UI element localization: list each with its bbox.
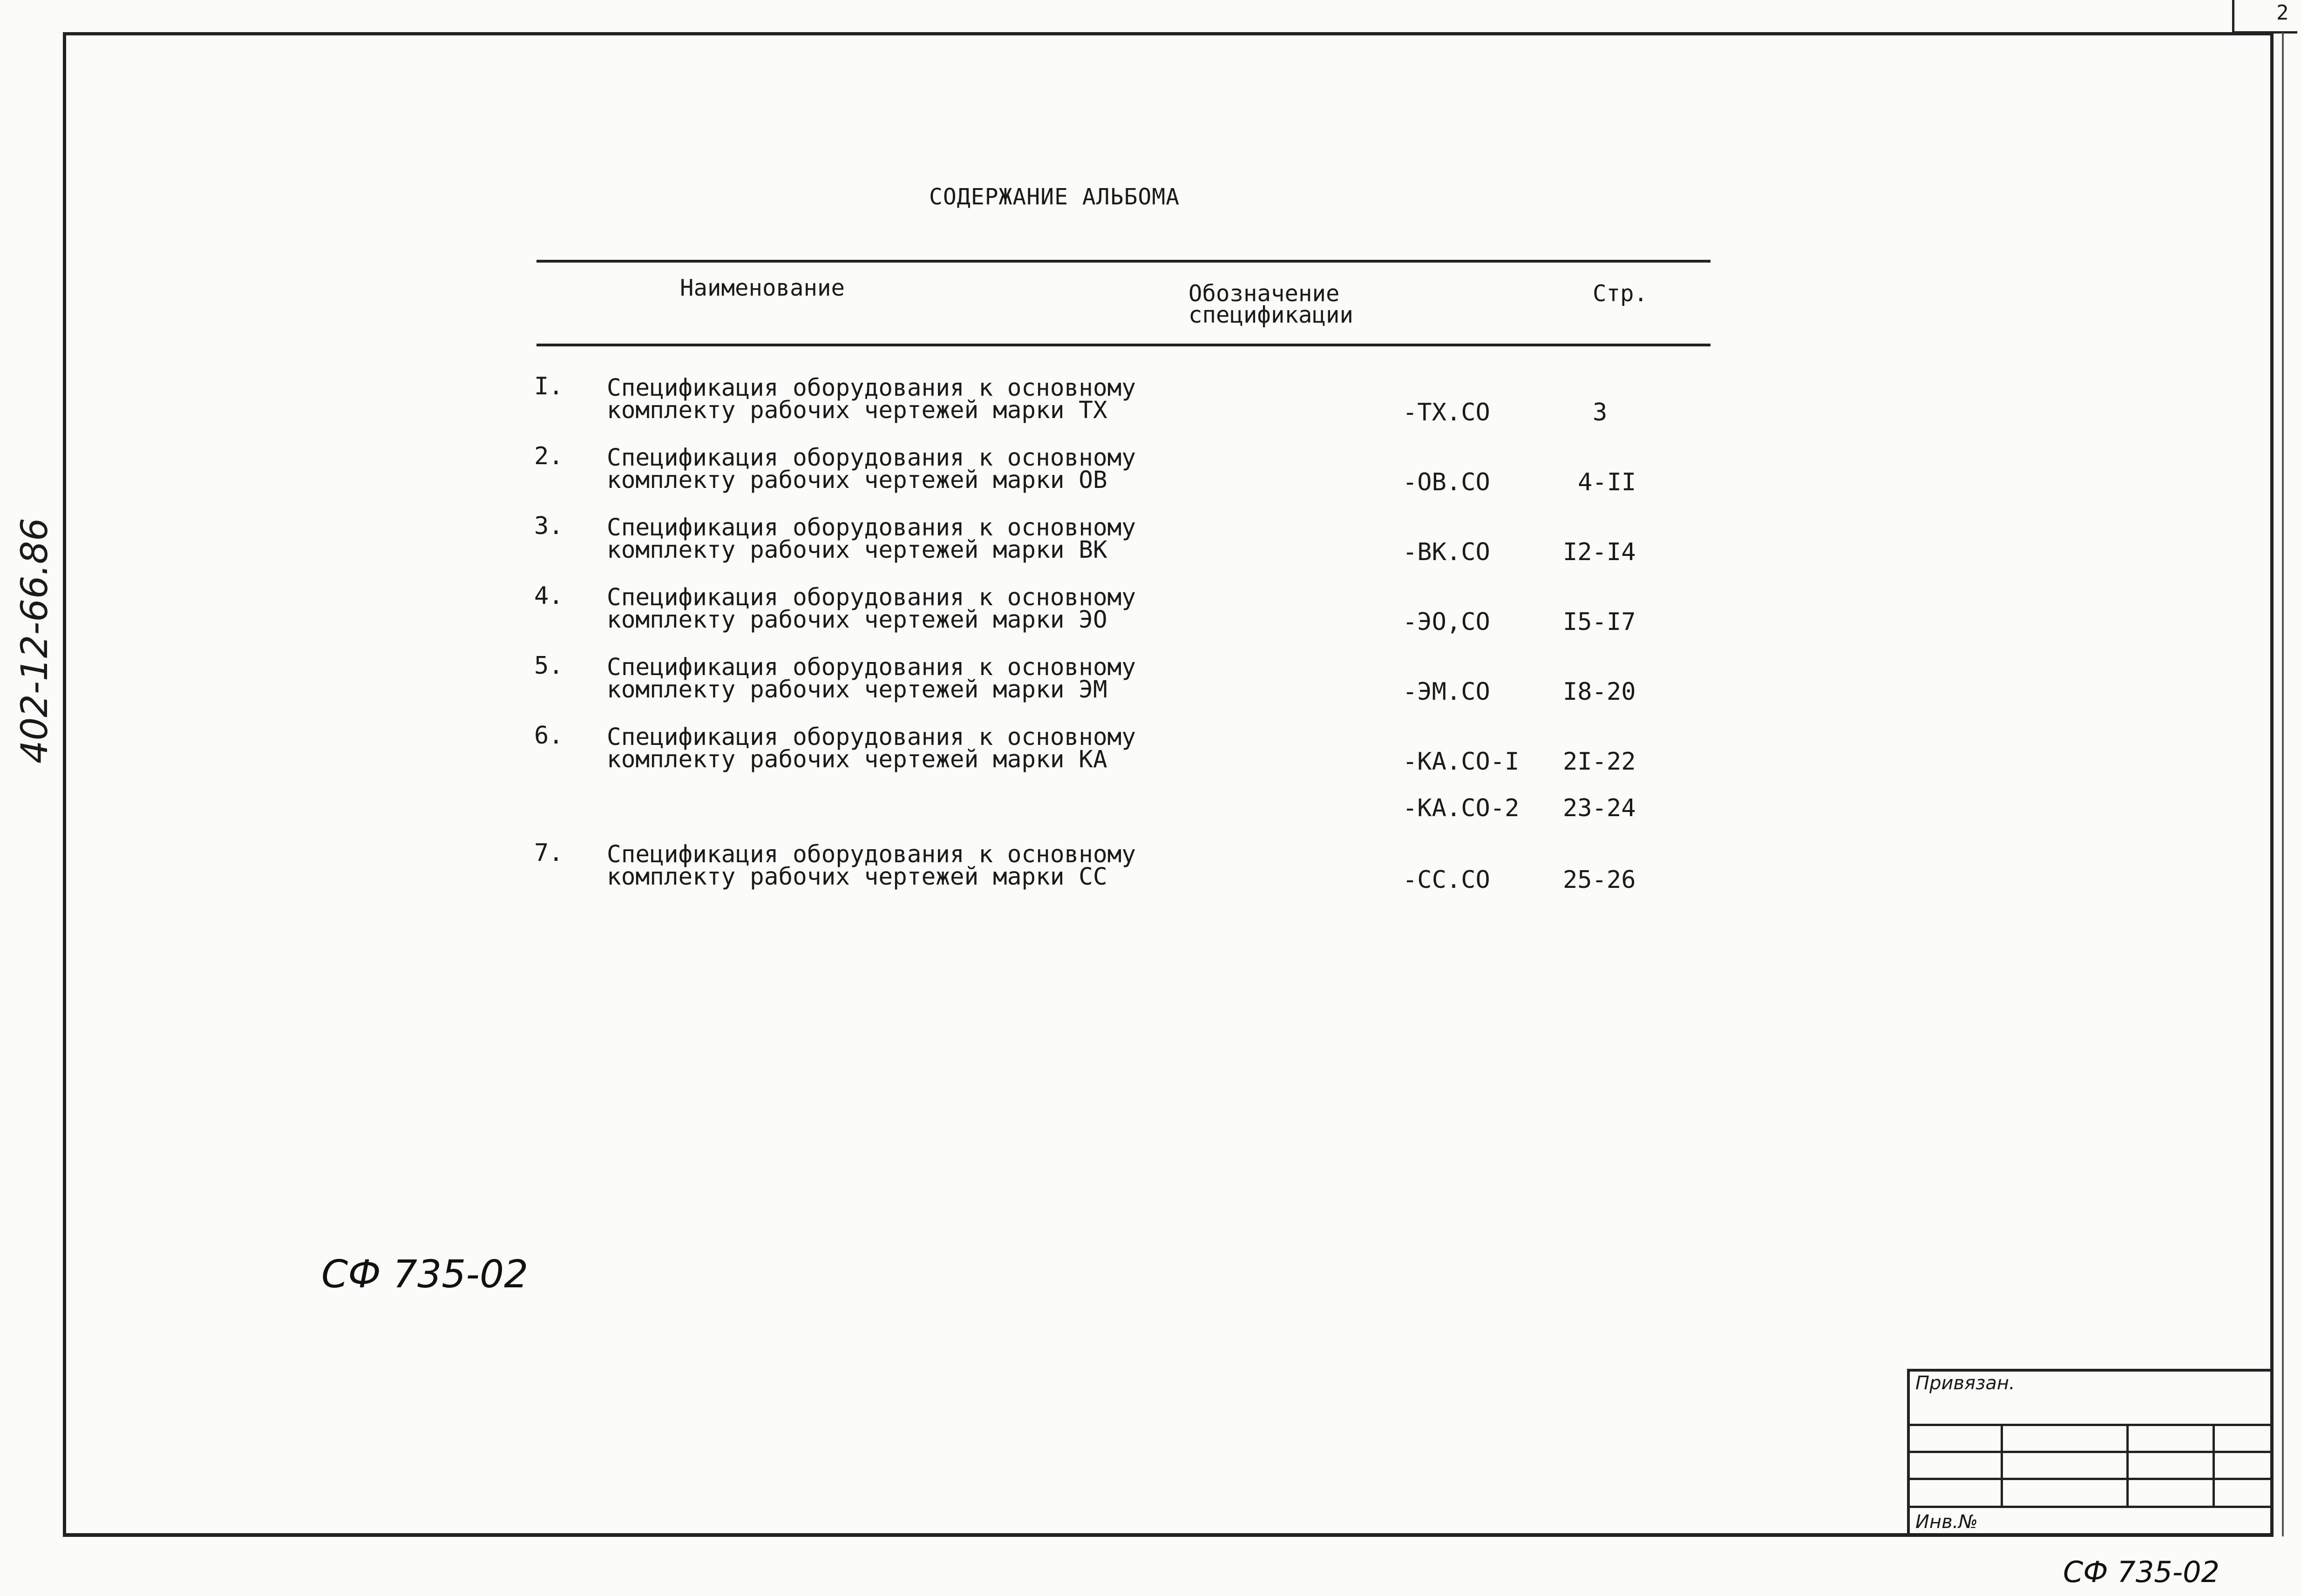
header-page: Стр. bbox=[1593, 280, 1648, 307]
side-inventory-mark: 402-12-66.86 bbox=[14, 518, 56, 764]
row-page: 2I-22 bbox=[1563, 748, 1636, 776]
row-name-line1: Спецификация оборудования к основному bbox=[607, 514, 1136, 541]
header-designation-2: спецификации bbox=[1188, 302, 1354, 328]
row-page: I5-I7 bbox=[1563, 608, 1636, 636]
header-designation-1: Обозначение bbox=[1188, 280, 1340, 307]
row-code: -ТХ.СО bbox=[1403, 399, 1490, 426]
handwritten-code: СФ 735-02 bbox=[321, 1252, 529, 1297]
row-page: 3 bbox=[1593, 399, 1608, 426]
row-name-line1: Спецификация оборудования к основному bbox=[607, 841, 1136, 868]
row-code: -КА.СО-2 bbox=[1403, 794, 1520, 822]
row-number: 5. bbox=[534, 652, 563, 680]
page-title: СОДЕРЖАНИЕ АЛЬБОМА bbox=[929, 184, 1180, 210]
row-number: 2. bbox=[534, 442, 563, 470]
row-code: -ВК.СО bbox=[1403, 538, 1490, 566]
row-code: -ОВ.СО bbox=[1403, 468, 1490, 496]
stamp-col-line bbox=[2126, 1424, 2129, 1506]
row-page: 4-II bbox=[1578, 468, 1636, 496]
stamp-attached-label: Привязан. bbox=[1915, 1373, 2015, 1394]
table-header-rule bbox=[536, 344, 1710, 346]
table-top-rule bbox=[536, 260, 1710, 263]
row-code: -ЭО,СО bbox=[1403, 608, 1490, 636]
header-name: Наименование bbox=[680, 275, 845, 301]
row-name-line1: Спецификация оборудования к основному bbox=[607, 584, 1136, 611]
title-block-stamp bbox=[1907, 1369, 2274, 1537]
row-name-line1: Спецификация оборудования к основному bbox=[607, 444, 1136, 472]
binding-edge bbox=[2282, 33, 2284, 1536]
row-page: I8-20 bbox=[1563, 678, 1636, 706]
row-page: I2-I4 bbox=[1563, 538, 1636, 566]
row-number: 3. bbox=[534, 512, 563, 540]
row-name-line2: комплекту рабочих чертежей марки ОВ bbox=[607, 467, 1107, 494]
stamp-col-line bbox=[2213, 1424, 2215, 1506]
stamp-row-line bbox=[1910, 1451, 2274, 1453]
row-name-line2: комплекту рабочих чертежей марки ЭМ bbox=[607, 676, 1107, 703]
row-number: I. bbox=[534, 372, 563, 400]
row-name-line2: комплекту рабочих чертежей марки ЭО bbox=[607, 606, 1107, 634]
footer-code: СФ 735-02 bbox=[2063, 1555, 2220, 1589]
stamp-row-line bbox=[1910, 1506, 2274, 1508]
sheet-number: 2 bbox=[2276, 1, 2289, 25]
row-code: -ЭМ.СО bbox=[1403, 678, 1490, 706]
drawing-frame bbox=[63, 32, 2274, 1537]
row-code: -СС.СО bbox=[1403, 866, 1490, 894]
row-number: 4. bbox=[534, 582, 563, 610]
row-name-line1: Спецификация оборудования к основному bbox=[607, 374, 1136, 402]
row-code: -КА.СО-I bbox=[1403, 748, 1520, 776]
row-name-line1: Спецификация оборудования к основному bbox=[607, 654, 1136, 681]
stamp-row-line bbox=[1910, 1478, 2274, 1480]
row-name-line1: Спецификация оборудования к основному bbox=[607, 724, 1136, 751]
row-number: 6. bbox=[534, 722, 563, 750]
row-name-line2: комплекту рабочих чертежей марки КА bbox=[607, 746, 1107, 773]
row-number: 7. bbox=[534, 839, 563, 867]
stamp-col-line bbox=[2001, 1424, 2003, 1506]
stamp-inventory-label: Инв.№ bbox=[1915, 1511, 1978, 1533]
row-page: 23-24 bbox=[1563, 794, 1636, 822]
row-name-line2: комплекту рабочих чертежей марки ТХ bbox=[607, 397, 1107, 424]
row-name-line2: комплекту рабочих чертежей марки ВК bbox=[607, 536, 1107, 564]
row-page: 25-26 bbox=[1563, 866, 1636, 894]
row-name-line2: комплекту рабочих чертежей марки СС bbox=[607, 863, 1107, 891]
stamp-row-line bbox=[1910, 1424, 2274, 1426]
